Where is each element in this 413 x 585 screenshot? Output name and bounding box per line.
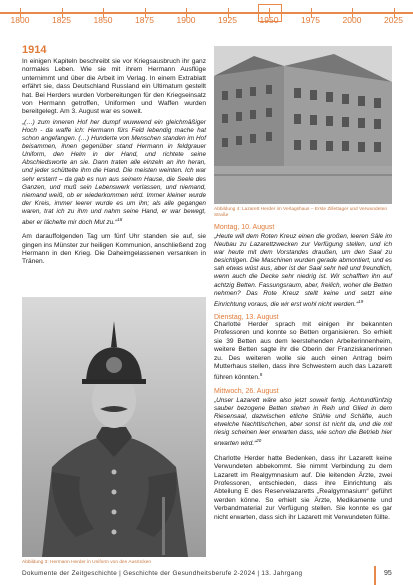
building-photo: [214, 46, 392, 204]
right-column: [214, 224, 392, 522]
footnote-ref: 8: [259, 372, 263, 378]
footer-divider: [374, 566, 376, 585]
entry-date: Montag, 10. August: [214, 224, 275, 231]
timeline-year-label: 1825: [52, 15, 71, 25]
diary-entry: [214, 224, 392, 309]
portrait-caption: Abbildung 3: Hermann Herder in Uniform von den Ausrücken: [22, 560, 152, 565]
entry-text: Charlotte Herder sprach mit einigen ihr bekannten Professoren und konnte so Betten organisieren. So erhielt sie 39 Betten aus dem leerstehenden Arbeiterinnenheim, weitere Betten sagte ihr die Oberin der Franziskanerinnen zu. Des weiteren wolle sie auch einen Antrag beim Mutterhaus stellen, dass ihre Schwestern auch das Lazarett führen könnten.$^8$: [214, 320, 392, 382]
building-caption: Abbildung 4: Lazarett Herder im Verlagshaus – Erste Zillettager und Verwundeten Straße: [214, 207, 388, 218]
footnote-ref: 20: [256, 438, 262, 444]
timeline-year-label: 2025: [384, 15, 403, 25]
entry-text: „Heute will dem Roten Kreuz einen die großen, leeren Säle im Neubau zu Lazarettzwecken zur Verfügung stellen, und ich war heute mit dem Vorstandes draußen, um den Saal zu besichtigen. Die Maschinen wurden gerade abmontiert, und es sah etwas wüst aus, aber ist der Saal sehr hell und freundlich, wenn auch die Decke sehr niedrig ist. Wir schafften ihn auf achtzig Betten. Fassungsraum, aber, freilich, woher die Betten nehmen? Das Rote Kreuz stellt keine und setzt eine Einrichtung voraus, die wir erst wohl nicht werden.“$^{19}$: [214, 233, 392, 308]
entry-text: Charlotte Herder hatte Bedenken, dass ihr Lazarett keine Verwundeten abbekommt. Sie nimmt Verbindung zu dem Lazarett im Realgymnasium auf. Die leitenden Ärzte, zwei Professoren, entschieden, dass ihre Einrichtung als Abteilung E des Reservelazaretts „Realgymnasium“ geführt werden könne. So erhielt sie Ärzte, Medikamente und Verbandmaterial zur Verfügung stellen. Sie konnte es gar nicht erwarten, dass sich ihr Lazarett mit Verwundeten füllte.: [214, 454, 392, 521]
closing-paragraph: [214, 455, 392, 522]
diary-quote: „(…) zum inneren Hof her dumpf wuwwend ein gleichmäßiger Hoch - da waffe ich: Hermann fürs Feld lebendig mache hat schon angefangen. (…) Hunderte von Menschen standen im Hof beisammen, ihnen gegenüber stand Hermann in feldgrauer Uniform, den Helm in der Hand, und richtete seine Abschiedsworte an sie. Dann traten alle einzeln an ihn heran, und jeder schüttelte ihm die Hand. Die meisten weinten. Ich war sehr erstarrt – da gab es nun aus seinem Hause, die Seele des Ganzen, und muß sein Lebenswerk verlassen, und niemand, niemand weiß, ob er wiederkommen wird. Immer kleiner wurde der Kreis, immer leerer wurde es um ihn; als alle gegangen waren, trat ich zu ihm und nahm seine Hand, er war bewegt, aber er lächelte mir doch Mut zu.“$^{18}$: [22, 118, 206, 227]
portrait-photo: [22, 297, 206, 557]
left-column: [22, 44, 206, 267]
diary-entry: [214, 314, 392, 383]
departure-paragraph: Am darauffolgenden Tag um fünf Uhr standen sie auf, sie gingen ins Münster zur heiligen Kommunion, anschließend zog Hermann in den Krieg. Die Daheimgelassenen versanken in Tränen.: [22, 233, 206, 266]
timeline-year-label: 1800: [10, 15, 30, 25]
timeline-year-label: 1975: [301, 15, 320, 25]
footnote-ref: 19: [358, 298, 364, 304]
journal-info: Dokumente der Zeitgeschichte | Geschichte der Gesundheitsberufe 2-2024 | 13. Jahrgang: [22, 570, 303, 577]
timeline-year-label: 1925: [218, 15, 237, 25]
timeline-year-label: 1875: [135, 15, 154, 25]
entry-date: Mittwoch, 26. August: [214, 388, 279, 395]
timeline-year-label: 1950: [259, 15, 279, 25]
footnote-ref: 18: [117, 216, 123, 222]
year-heading: 1914: [22, 44, 47, 56]
diary-entry: [214, 388, 392, 449]
timeline-year-label: 1900: [176, 15, 196, 25]
intro-paragraph: In einigen Kapiteln beschreibt sie vor Kriegsausbruch ihr ganz normales Leben. Wie sie mit ihrem Hermann Ausflüge unternimmt und über die Arbeit im Verlag. In einem Extrablatt erfährt sie, dass Deutschland Russland ein Ultimatum gestellt hat. Bei Herders wurden Vorbereitungen für den Kriegseinsatz von Hermann getroffen, Uniformen und Waffen wurden bereitgelegt. Am 3. August war es soweit.: [22, 58, 206, 116]
page-number: 95: [384, 570, 392, 577]
timeline: [0, 0, 413, 26]
timeline-year-label: 1850: [93, 15, 113, 25]
entry-text: „Unser Lazarett wäre also jetzt soweit fertig. Achtundfünfzig sauber bezogene Betten stehen in Reih und Glied in dem Riesensaal, dazwischen etliche Stühle und Schäfte, auch etwelche Nachttischchen, aber sonst ist nicht da, und die mit riesig scheinen leer erwarten dass, wie schon die Betrieb hier erwarten wird.“$^{20}$: [214, 397, 392, 448]
entry-date: Dienstag, 13. August: [214, 313, 279, 321]
timeline-year-label: 2000: [342, 15, 362, 25]
page-footer: [0, 566, 413, 585]
